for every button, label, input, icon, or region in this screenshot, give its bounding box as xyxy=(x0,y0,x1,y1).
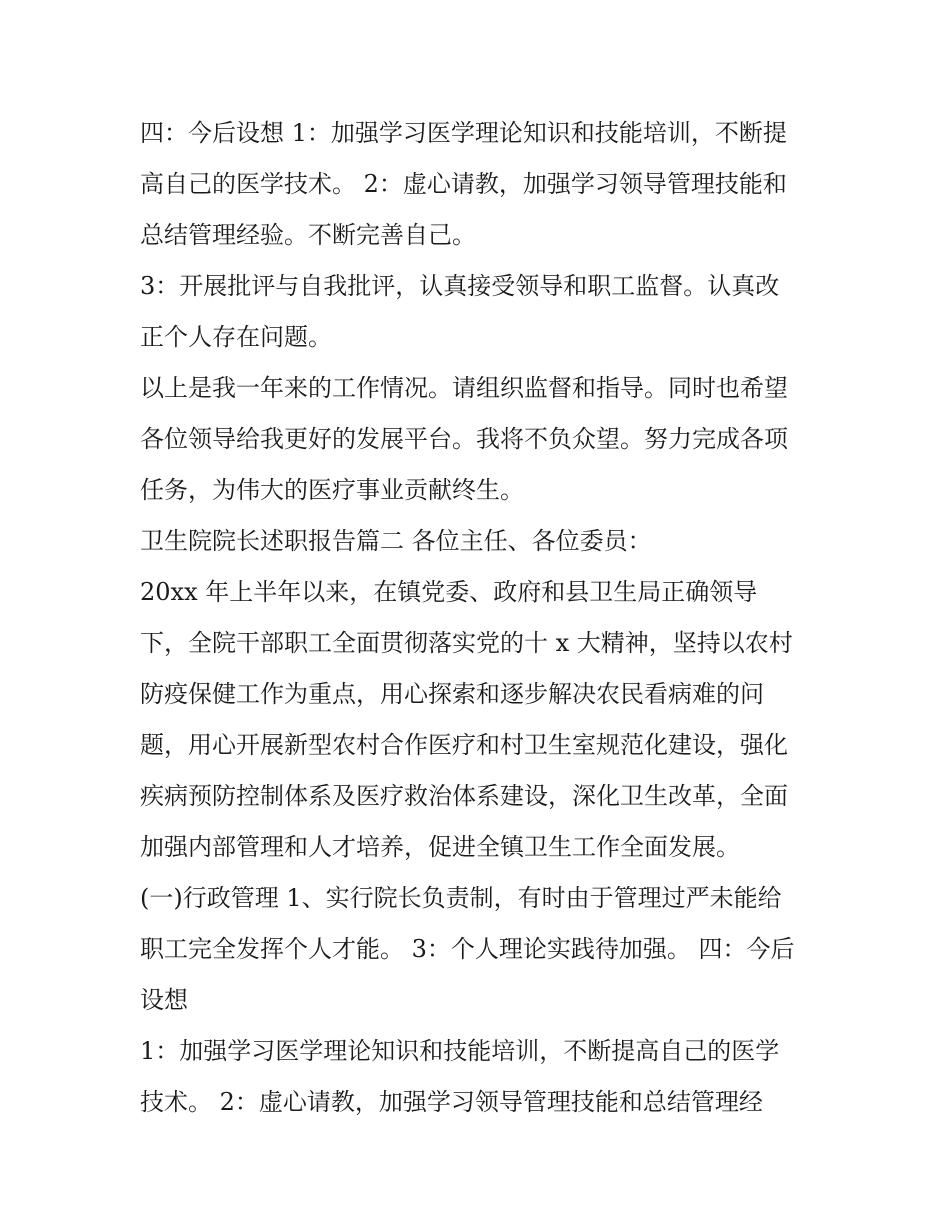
text-line: 各位领导给我更好的发展平台。我将不负众望。努力完成各项 xyxy=(140,425,788,453)
text-line: 高自己的医学技术。 2：虚心请教，加强学习领导管理技能和 xyxy=(140,170,787,198)
text-line: (一)行政管理 1、实行院长负责制，有时由于管理过严未能给 xyxy=(140,884,782,912)
text-line: 防疫保健工作为重点，用心探索和逐步解决农民看病难的问 xyxy=(140,680,764,708)
text-line: 技术。 2：虚心请教，加强学习领导管理技能和总结管理经 xyxy=(140,1088,763,1116)
text-line: 3：开展批评与自我批评，认真接受领导和职工监督。认真改 xyxy=(140,272,780,300)
text-line: 20xx 年上半年以来，在镇党委、政府和县卫生局正确领导 xyxy=(140,578,758,606)
text-line: 职工完全发挥个人才能。 3：个人理论实践待加强。 四：今后 xyxy=(140,935,795,963)
text-line: 设想 xyxy=(140,986,188,1014)
text-line: 以上是我一年来的工作情况。请组织监督和指导。同时也希望 xyxy=(140,374,788,402)
document-body xyxy=(140,108,840,1128)
text-line: 下，全院干部职工全面贯彻落实党的十 x 大精神，坚持以农村 xyxy=(140,629,793,657)
text-line: 正个人存在问题。 xyxy=(140,323,332,351)
text-line: 任务，为伟大的医疗事业贡献终生。 xyxy=(140,476,524,504)
text-line: 疾病预防控制体系及医疗救治体系建设，深化卫生改革，全面 xyxy=(140,782,788,810)
text-line: 总结管理经验。不断完善自己。 xyxy=(140,221,476,249)
section-heading: 卫生院院长述职报告篇二 各位主任、各位委员： xyxy=(140,527,652,555)
text-line: 加强内部管理和人才培养，促进全镇卫生工作全面发展。 xyxy=(140,833,740,861)
text-line: 四：今后设想 1：加强学习医学理论知识和技能培训，不断提 xyxy=(140,119,787,147)
text-line: 题，用心开展新型农村合作医疗和村卫生室规范化建设，强化 xyxy=(140,731,788,759)
text-line: 1：加强学习医学理论知识和技能培训，不断提高自己的医学 xyxy=(140,1037,780,1065)
